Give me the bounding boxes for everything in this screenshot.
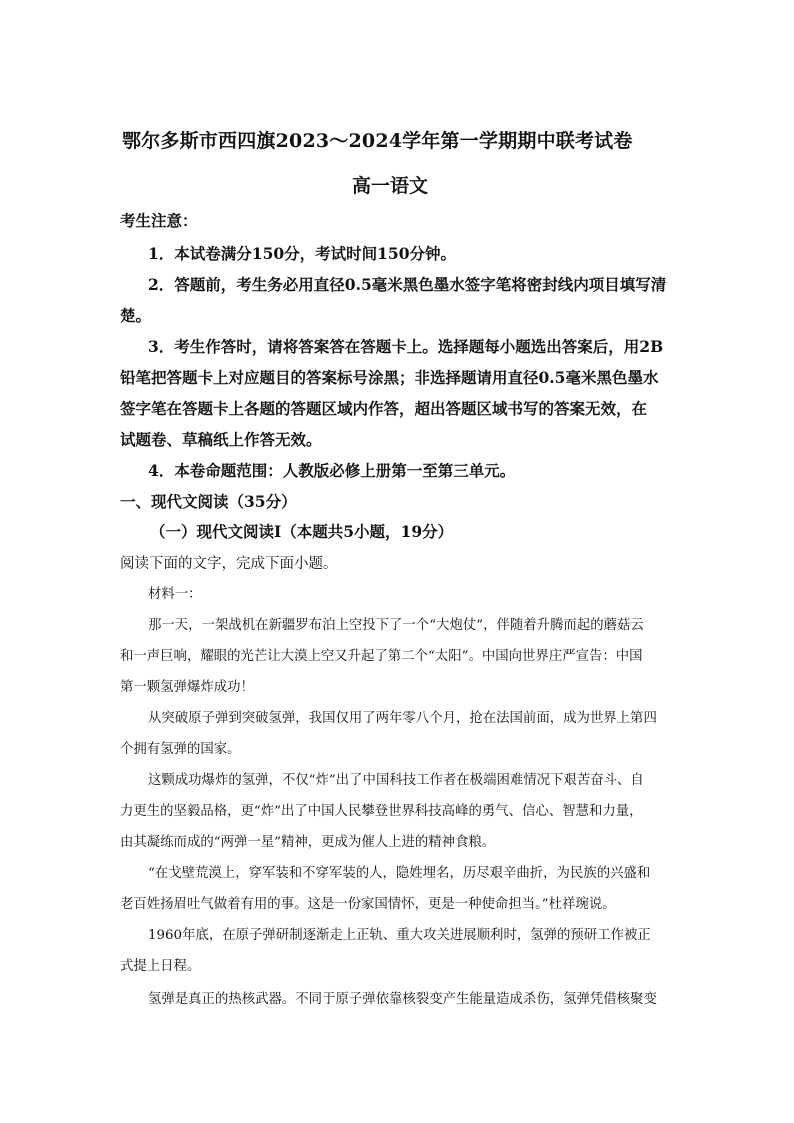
passage-line: 那一天，一架战机在新疆罗布泊上空投下了一个“大炮仗”，伴随着升腾而起的蘑菇云	[148, 618, 644, 633]
passage-line: 力更生的坚毅品格，更“炸”出了中国人民攀登世界科技高峰的勇气、信心、智慧和力量，	[120, 804, 643, 819]
notice-item: 1．本试卷满分150分，考试时间150分钟。	[148, 244, 456, 263]
exam-title: 鄂尔多斯市西四旗2023～2024学年第一学期期中联考试卷	[122, 130, 633, 152]
passage-line: “在戈壁荒漠上，穿军装和不穿军装的人，隐姓埋名，历尽艰辛曲折，为民族的兴盛和	[148, 866, 651, 881]
material-label: 材料一：	[148, 587, 202, 602]
passage-line: 老百姓扬眉吐气做着有用的事。这是一份家国情怀，更是一种使命担当。”杜祥琬说。	[120, 897, 616, 912]
notice-item-continued: 铅笔把答题卡上对应题目的答案标号涂黑；非选择题请用直径0.5毫米黑色墨水	[120, 368, 659, 387]
passage-line: 这颗成功爆炸的氢弹，不仅“炸”出了中国科技工作者在极端困难情况下艰苦奋斗、自	[148, 773, 644, 788]
notice-item: 4．本卷命题范围：人教版必修上册第一至第三单元。	[148, 461, 516, 480]
notice-item: 3．考生作答时，请将答案答在答题卡上。选择题每小题选出答案后，用2B	[148, 337, 664, 356]
passage-line: 第一颗氢弹爆炸成功！	[120, 680, 254, 695]
exam-subject: 高一语文	[352, 175, 429, 197]
passage-line: 式提上日程。	[120, 959, 201, 974]
section-heading: 一、现代文阅读（35分）	[120, 492, 297, 511]
passage-line: 由其凝练而成的“两弹一星”精神，更成为催人上进的精神食粮。	[120, 835, 496, 850]
passage-line: 和一声巨响，耀眼的光芒让大漠上空又升起了第二个“太阳”。中国向世界庄严宣告：中国	[120, 649, 643, 664]
passage-line: 1960年底，在原子弹研制逐渐走上正轨、重大攻关进展顺利时，氢弹的预研工作被正	[148, 928, 651, 943]
notice-heading: 考生注意：	[120, 211, 198, 230]
passage-line: 氢弹是真正的热核武器。不同于原子弹依靠核裂变产生能量造成杀伤，氢弹凭借核聚变	[148, 992, 657, 1007]
notice-item: 2．答题前，考生务必用直径0.5毫米黑色墨水签字笔将密封线内项目填写清	[148, 275, 667, 294]
passage-line: 从突破原子弹到突破氢弹，我国仅用了两年零八个月，抢在法国前面，成为世界上第四	[148, 711, 657, 726]
notice-item-continued: 楚。	[120, 306, 152, 325]
passage-line: 个拥有氢弹的国家。	[120, 742, 241, 757]
notice-item-continued: 试题卷、草稿纸上作答无效。	[120, 430, 322, 449]
reading-instruction: 阅读下面的文字，完成下面小题。	[120, 556, 338, 572]
notice-item-continued: 签字笔在答题卡上各题的答题区域内作答，超出答题区域书写的答案无效，在	[120, 399, 648, 418]
section-sub-heading: （一）现代文阅读Ⅰ（本题共5小题，19分）	[150, 522, 454, 541]
